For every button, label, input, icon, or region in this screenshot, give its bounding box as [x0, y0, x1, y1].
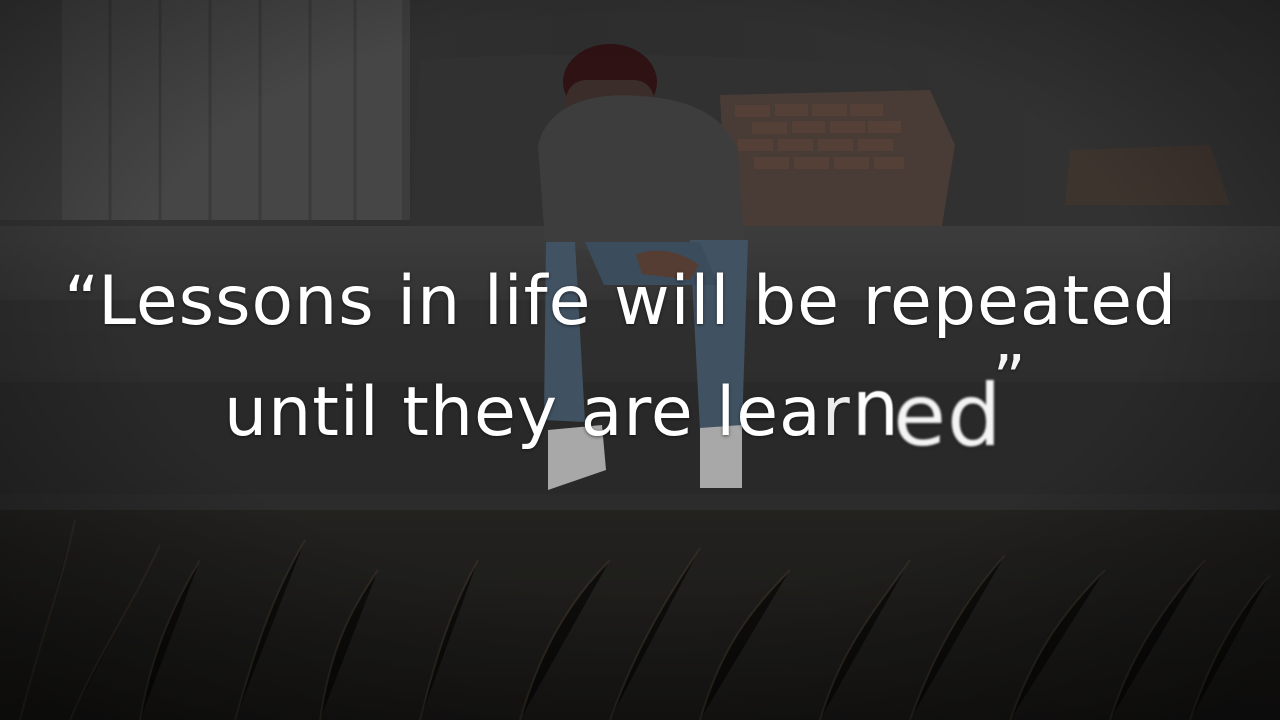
closing-quote-mark: ”	[992, 343, 1027, 417]
quote-line-1: “Lessons in life will be repeated	[64, 262, 1178, 341]
quote-line-2-main: until they are lea	[224, 373, 822, 452]
quote-line-2-letter-r: r	[821, 373, 851, 452]
quote-line-2-ending: ed	[893, 366, 1003, 466]
quote-line-2	[224, 343, 1037, 466]
quote-line-2-letter-n: n	[851, 364, 893, 454]
